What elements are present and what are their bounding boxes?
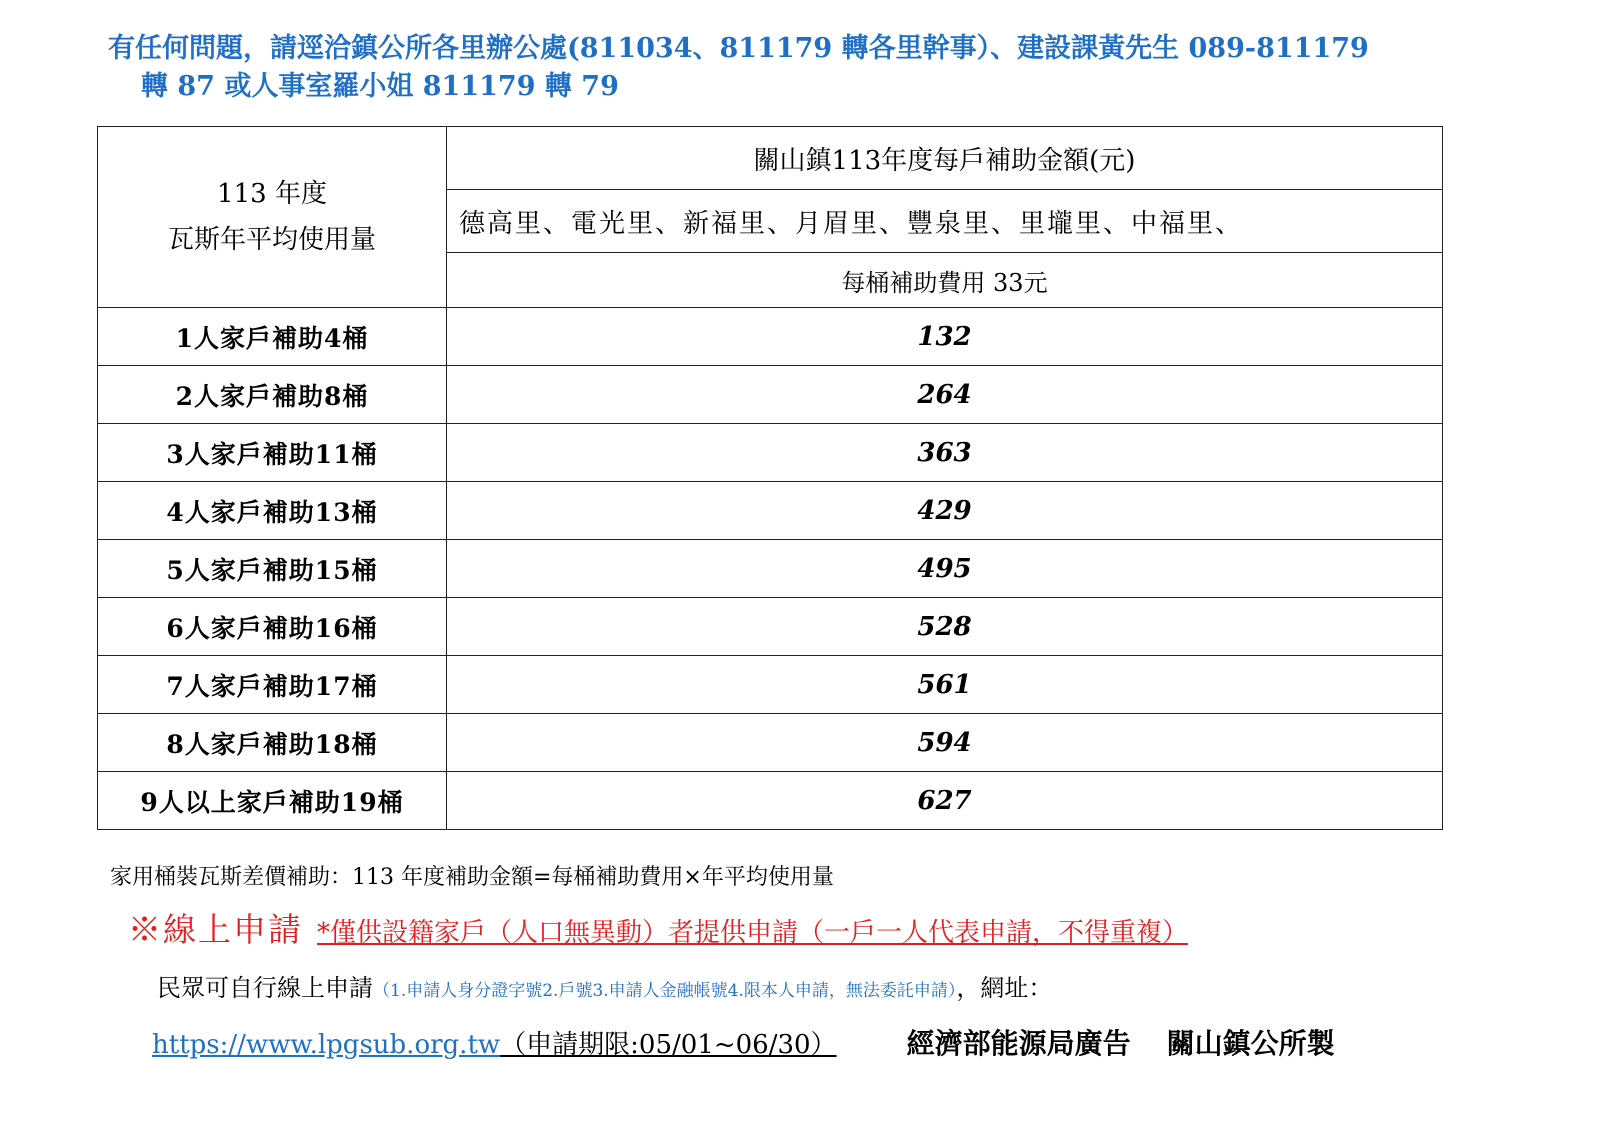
application-url-link[interactable]: https://www.lpgsub.org.tw xyxy=(152,1030,501,1060)
fee-per-barrel: 每桶補助費用 33元 xyxy=(447,253,1443,308)
household-label: 2人家戶補助8桶 xyxy=(98,366,447,424)
table-row xyxy=(98,714,1443,772)
instructions-tail: ，網址： xyxy=(956,974,1053,1002)
subsidy-amount: 132 xyxy=(447,308,1443,366)
usage-header-year: 113 年度 xyxy=(217,179,327,209)
table-row xyxy=(98,656,1443,714)
online-application-heading: ※線上申請 xyxy=(128,910,303,949)
subsidy-amount: 495 xyxy=(447,540,1443,598)
requirements-list: （1.申請人身分證字號2.戶號3.申請人金融帳號4.限本人申請，無法委託申請） xyxy=(373,981,957,1001)
subsidy-amount: 363 xyxy=(447,424,1443,482)
subsidy-amount: 429 xyxy=(447,482,1443,540)
subsidy-amount: 264 xyxy=(447,366,1443,424)
household-label: 3人家戶補助11桶 xyxy=(98,424,447,482)
instructions-lead: 民眾可自行線上申請 xyxy=(157,974,373,1002)
household-label: 6人家戶補助16桶 xyxy=(98,598,447,656)
formula-text: 家用桶裝瓦斯差價補助：113 年度補助金額=每桶補助費用×年平均使用量 xyxy=(110,865,834,890)
table-row xyxy=(98,308,1443,366)
application-period: （申請期限:05/01~06/30） xyxy=(500,1030,837,1060)
table-row xyxy=(98,540,1443,598)
contact-line-1: 有任何問題，請逕洽鎮公所各里辦公處(811034、811179 轉各里幹事）、建設課黃先生 089-811179 xyxy=(108,33,1369,64)
footer xyxy=(152,1022,1482,1062)
contact-line-2: 轉 87 或人事室羅小姐 811179 轉 79 xyxy=(141,71,619,102)
household-label: 1人家戶補助4桶 xyxy=(98,308,447,366)
household-label: 8人家戶補助18桶 xyxy=(98,714,447,772)
subsidy-table xyxy=(97,126,1443,830)
usage-header xyxy=(98,127,447,308)
usage-header-label: 瓦斯年平均使用量 xyxy=(167,225,376,255)
household-label: 4人家戶補助13桶 xyxy=(98,482,447,540)
household-label: 9人以上家戶補助19桶 xyxy=(98,772,447,830)
table-row xyxy=(98,598,1443,656)
application-instructions xyxy=(157,968,1052,1003)
publisher-notice: 關山鎮公所製 xyxy=(1166,1027,1335,1060)
table-row xyxy=(98,482,1443,540)
subsidy-amount: 627 xyxy=(447,772,1443,830)
sponsor-notice: 經濟部能源局廣告 xyxy=(906,1027,1131,1060)
contact-info xyxy=(108,30,1488,106)
household-label: 7人家戶補助17桶 xyxy=(98,656,447,714)
table-row xyxy=(98,424,1443,482)
table-row xyxy=(98,366,1443,424)
subsidy-amount: 561 xyxy=(447,656,1443,714)
amount-header-title: 關山鎮113年度每戶補助金額(元) xyxy=(447,127,1443,190)
online-application xyxy=(128,904,1188,951)
household-label: 5人家戶補助15桶 xyxy=(98,540,447,598)
subsidy-amount: 594 xyxy=(447,714,1443,772)
eligibility-note: *僅供設籍家戶（人口無異動）者提供申請（一戶一人代表申請，不得重複） xyxy=(317,918,1189,948)
village-list: 德高里、電光里、新福里、月眉里、豐泉里、里壠里、中福里、 xyxy=(447,190,1443,253)
subsidy-amount: 528 xyxy=(447,598,1443,656)
table-row xyxy=(98,772,1443,830)
